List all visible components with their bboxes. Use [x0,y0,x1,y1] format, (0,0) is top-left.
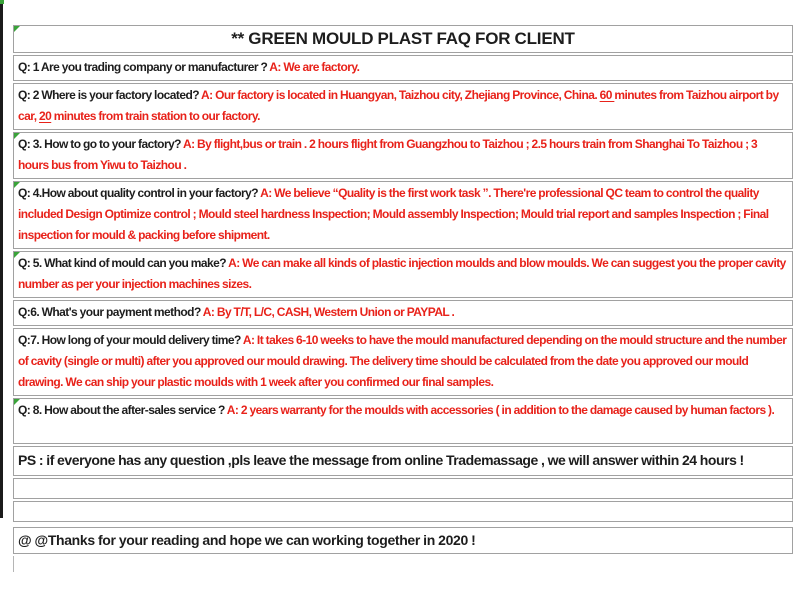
answer-segment: A: We are factory. [269,60,360,74]
row-ps [13,446,793,476]
question-text: Q:6. What's your payment method? [18,305,203,319]
answer-segment: A: It takes 6-10 weeks to have the mould manufactured depending on the mould structure and the number of cavity (single or multi) after you approved our mould drawing. The delivery time should be calculated from the date you approved our mould drawing. We can ship your plastic moulds with 1 week after you confirmed our final samples. [18,333,787,389]
row-q7 [13,328,793,396]
left-edge-green-dot [0,0,4,4]
question-text: Q: 8. How about the after-sales service ? [18,403,227,417]
answer-text [269,60,359,74]
thanks-text: @ @Thanks for your reading and hope we can working together in 2020 ! [18,532,476,548]
green-corner-marker-icon [14,133,20,139]
question-text: Q: 3. How to go to your factory? [18,137,184,151]
answer-segment: A: Our factory is located in Huangyan, Taizhou city, Zhejiang Province, China. [201,88,600,102]
title-text: ** GREEN MOULD PLAST FAQ FOR CLIENT [231,29,575,48]
answer-text [227,403,775,417]
question-text: Q: 4.How about quality control in your factory? [18,186,261,200]
row-stub [13,556,14,572]
green-corner-marker-icon [14,26,20,32]
row-empty-1 [13,478,793,499]
answer-segment: minutes from train station to our factory. [51,109,260,123]
row-q3 [13,132,793,179]
faq-sheet [13,25,793,572]
question-text: Q: 5. What kind of mould can you make? [18,256,229,270]
question-text: Q:7. How long of your mould delivery time? [18,333,243,347]
row-q6 [13,300,793,326]
question-text: Q: 2 Where is your factory located? [18,88,202,102]
row-title [13,25,793,53]
answer-segment: A: 2 years warranty for the moulds with accessories ( in addition to the damage caused by human factors ). [226,403,775,417]
answer-segment: A: By flight,bus or train . 2 hours flight from Guangzhou to Taizhou ; 2.5 hours train from Shanghai To Taizhou ; 3 hours bus from Yiwu to Taizhou . [18,137,758,172]
row-q5 [13,251,793,298]
row-q1 [13,55,793,81]
answer-text [203,305,454,319]
row-empty-2 [13,501,793,522]
row-thanks [13,527,793,554]
ps-text: PS : if everyone has any question ,pls leave the message from online Trademassage , we will answer within 24 hours ! [18,452,744,468]
answer-segment: minutes from Taizhou airport by car, [18,88,779,123]
row-q2 [13,83,793,130]
question-text: Q: 1 Are you trading company or manufacturer ? [18,60,270,74]
green-corner-marker-icon [14,252,20,258]
green-corner-marker-icon [14,399,20,405]
row-q8 [13,398,793,444]
answer-segment-underlined: 20 [38,109,52,123]
answer-segment: A: We believe “Quality is the first work task ”. There're professional QC team to control the quality included Design Optimize control ; Mould steel hardness Inspection; Mould assembly Inspection; Mould trial report and samples Inspection ; Final inspection for mould & packing before shipment. [18,186,769,242]
green-corner-marker-icon [14,182,20,188]
answer-segment-underlined: 60 [599,88,615,102]
answer-segment: A: By T/T, L/C, CASH, Western Union or PAYPAL . [202,305,455,319]
left-edge-artifact [0,0,3,518]
row-q4 [13,181,793,249]
answer-segment: A: We can make all kinds of plastic injection moulds and blow moulds. We can suggest you the proper cavity number as per your injection machines sizes. [18,256,786,291]
